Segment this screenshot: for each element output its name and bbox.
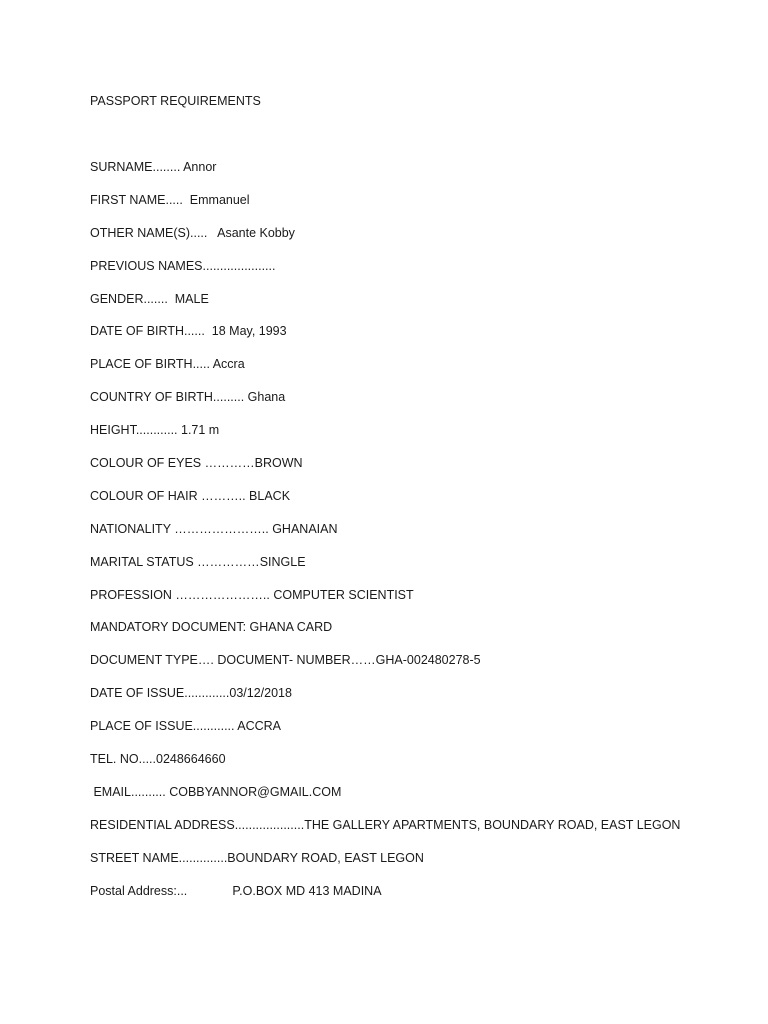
field-document-type-number — [90, 652, 680, 685]
field-label: DATE OF ISSUE............. — [90, 686, 230, 701]
field-label: MANDATORY DOCUMENT: — [90, 620, 247, 635]
field-nationality — [90, 521, 680, 554]
field-tel-no — [90, 751, 680, 784]
field-value: P.O.BOX MD 413 MADINA — [187, 883, 382, 898]
field-value: Asante Kobby — [207, 225, 295, 240]
field-label: COLOUR OF EYES ………… — [90, 456, 255, 471]
document-title: PASSPORT REQUIREMENTS — [90, 94, 261, 108]
field-label: FIRST NAME..... — [90, 192, 183, 207]
field-value: BROWN — [254, 456, 303, 471]
field-value: 0248664660 — [156, 752, 226, 767]
field-value: GHANA CARD — [246, 620, 333, 635]
field-marital-status — [90, 554, 680, 587]
field-label: SURNAME........ — [90, 160, 181, 174]
field-label: COLOUR OF HAIR ……….. — [90, 488, 246, 503]
field-label: RESIDENTIAL ADDRESS.................... — [90, 817, 305, 832]
field-value: COBBYANNOR@GMAIL.COM — [165, 784, 342, 799]
field-label: COUNTRY OF BIRTH......... — [90, 390, 245, 405]
field-value: SINGLE — [259, 554, 306, 569]
field-label: DOCUMENT TYPE…. DOCUMENT- NUMBER…… — [90, 653, 376, 668]
field-value: BOUNDARY ROAD, EAST LEGON — [227, 850, 424, 865]
field-value: MALE — [167, 291, 209, 306]
field-label: TEL. NO..... — [90, 752, 156, 767]
field-place-of-issue — [90, 718, 680, 751]
field-place-of-birth — [90, 356, 680, 389]
field-label: EMAIL.......... — [90, 784, 166, 799]
field-first-name — [90, 192, 680, 225]
field-country-of-birth — [90, 389, 680, 422]
field-colour-of-eyes — [90, 455, 680, 488]
field-value: Accra — [209, 357, 245, 372]
field-label: OTHER NAME(S)..... — [90, 225, 208, 240]
field-value: ACCRA — [234, 719, 282, 734]
field-surname — [90, 159, 680, 192]
field-label: PREVIOUS NAMES..................... — [90, 258, 276, 273]
field-label: MARITAL STATUS …………… — [90, 554, 260, 569]
field-list — [90, 159, 680, 915]
field-label: STREET NAME.............. — [90, 850, 228, 865]
field-label: NATIONALITY ………………….. — [90, 521, 269, 536]
field-label: Postal Address:... — [90, 883, 188, 898]
field-label: PLACE OF BIRTH..... — [90, 357, 210, 372]
field-value: COMPUTER SCIENTIST — [269, 587, 414, 602]
field-label: DATE OF BIRTH...... — [90, 324, 205, 339]
field-value: 18 May, 1993 — [204, 324, 287, 339]
field-label: GENDER....... — [90, 291, 168, 306]
field-value: GHA-002480278-5 — [375, 653, 481, 668]
field-previous-names — [90, 258, 680, 291]
field-date-of-issue — [90, 685, 680, 718]
field-colour-of-hair — [90, 488, 680, 521]
field-value: 03/12/2018 — [229, 686, 292, 701]
field-value: Emmanuel — [182, 192, 250, 207]
field-height — [90, 422, 680, 455]
field-value: GHANAIAN — [268, 521, 338, 536]
field-other-names — [90, 225, 680, 258]
field-value: THE GALLERY APARTMENTS, BOUNDARY ROAD, EAST LEGON — [304, 817, 681, 832]
field-label: PROFESSION ………………….. — [90, 587, 270, 602]
field-email — [90, 784, 680, 817]
field-value: Annor — [180, 160, 217, 174]
field-street-name — [90, 850, 680, 883]
field-residential-address — [90, 817, 680, 850]
field-value: Ghana — [244, 390, 286, 405]
field-label: PLACE OF ISSUE............ — [90, 719, 235, 734]
field-gender — [90, 291, 680, 324]
field-mandatory-document — [90, 619, 680, 652]
field-value: BLACK — [245, 488, 291, 503]
field-postal-address — [90, 883, 680, 916]
field-profession — [90, 587, 680, 620]
field-value: 1.71 m — [177, 423, 220, 438]
field-label: HEIGHT............ — [90, 423, 178, 438]
field-date-of-birth — [90, 323, 680, 356]
